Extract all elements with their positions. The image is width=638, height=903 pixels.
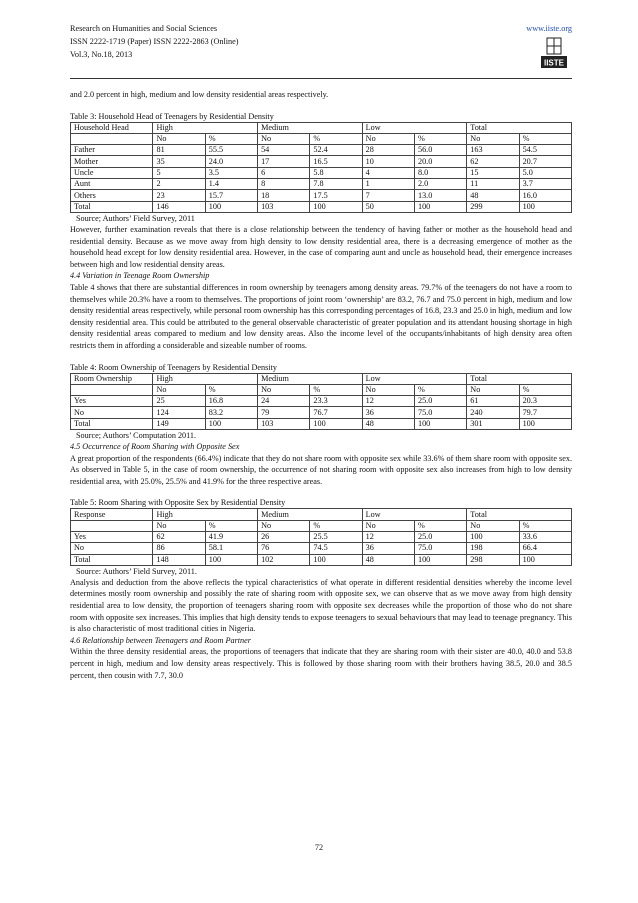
table-row bbox=[71, 418, 572, 429]
table-cell: 28 bbox=[362, 145, 414, 156]
table-subheader-row bbox=[71, 520, 572, 531]
table-cell: 100 bbox=[205, 201, 257, 212]
group-header: Low bbox=[362, 373, 467, 384]
column-header: % bbox=[519, 520, 571, 531]
table-5-block bbox=[70, 497, 572, 576]
table-cell: 66.4 bbox=[519, 543, 571, 554]
column-header: No bbox=[153, 133, 205, 144]
row-label-cell: Total bbox=[71, 554, 153, 565]
row-label-header: Household Head bbox=[71, 122, 153, 133]
journal-issn: ISSN 2222-1719 (Paper) ISSN 2222-2863 (Online) bbox=[70, 37, 239, 46]
table-cell: 20.7 bbox=[519, 156, 571, 167]
column-header: No bbox=[258, 520, 310, 531]
page bbox=[70, 22, 572, 681]
table-3-block bbox=[70, 111, 572, 224]
section-heading-4-6: 4.6 Relationship between Teenagers and Room Partner bbox=[70, 635, 251, 645]
table-cell: 8.0 bbox=[414, 167, 466, 178]
table-header-row bbox=[71, 509, 572, 520]
table-cell: 76 bbox=[258, 543, 310, 554]
table-cell: 100 bbox=[519, 418, 571, 429]
table-cell: 100 bbox=[310, 418, 362, 429]
row-label-header: Room Ownership bbox=[71, 373, 153, 384]
column-header: % bbox=[310, 520, 362, 531]
blank-cell bbox=[71, 520, 153, 531]
table-cell: 198 bbox=[467, 543, 519, 554]
paragraph-room-ownership: Table 4 shows that there are substantial differences in room ownership by teenagers among density areas. 79.7% of the teenagers do not have a room to themselves while 20.3% have a room to themselves. The proportions of joint room ‘ownership’ are 83.2, 76.7 and 75.0 percent in high, medium and low density residential areas respectively, while personal room ownership has this corresponding percentages of 16.8, 23.3 and 25.0 in high, medium and low density residential area. This could be attributed to the general observable characteristic of greater population and its attendant housing shortage in high density residential areas compared to medium and low density areas. Also the income level of the occupants/inhabitants of high density area often restricts them in affording a considerable and sizeable number of rooms. bbox=[70, 282, 572, 350]
table-cell: 299 bbox=[467, 201, 519, 212]
table-cell: 16.0 bbox=[519, 190, 571, 201]
table-cell: 4 bbox=[362, 167, 414, 178]
table-cell: 103 bbox=[258, 201, 310, 212]
table-cell: 48 bbox=[467, 190, 519, 201]
table-cell: 62 bbox=[153, 531, 205, 542]
table-caption: Table 5: Room Sharing with Opposite Sex by Residential Density bbox=[70, 498, 286, 508]
table-cell: 1.4 bbox=[205, 179, 257, 190]
table-cell: 163 bbox=[467, 145, 519, 156]
group-header: Total bbox=[467, 509, 572, 520]
row-label-cell: Yes bbox=[71, 531, 153, 542]
table-cell: 100 bbox=[414, 554, 466, 565]
table-cell: 81 bbox=[153, 145, 205, 156]
table-cell: 5.0 bbox=[519, 167, 571, 178]
table-row bbox=[71, 531, 572, 542]
column-header: No bbox=[362, 133, 414, 144]
column-header: % bbox=[414, 520, 466, 531]
row-label-cell: Yes bbox=[71, 396, 153, 407]
column-header: % bbox=[205, 133, 257, 144]
paragraph-household: However, further examination reveals that there is a close relationship between the tendency of having father or mother as the household head and residential density. Because as we move away from high density to low density residential area, there is a decreasing emergence of mother as the household head except for low density residential area. However, in the case of comparing aunt and uncle as household head, their emergence increases between high and low residential density areas. bbox=[70, 224, 572, 269]
table-cell: 124 bbox=[153, 407, 205, 418]
table-source: Source: Authors’ Field Survey, 2011. bbox=[76, 566, 197, 576]
table-cell: 25.5 bbox=[310, 531, 362, 542]
table-cell: 54.5 bbox=[519, 145, 571, 156]
table-cell: 103 bbox=[258, 418, 310, 429]
data-table bbox=[70, 122, 572, 213]
column-header: % bbox=[414, 133, 466, 144]
table-row bbox=[71, 201, 572, 212]
table-row bbox=[71, 396, 572, 407]
journal-url-link[interactable]: www.iiste.org bbox=[526, 24, 572, 33]
table-cell: 240 bbox=[467, 407, 519, 418]
paragraph-analysis: Analysis and deduction from the above reflects the typical characteristics of what operate in different residential densities whereby the income level determines mostly room ownership and possibly the rate of sharing room with opposite sex, we can observe that as we move away from high density residential area to low density, the proportion of teenagers sharing room with opposite sex decreases while the proportion of those who do not share room with opposite sex increases. This implies that high density tends to expose teenagers to sexual behaviours that may lead to teenage pregnancy. This is also characteristic of most traditional cities in Nigeria. bbox=[70, 577, 572, 634]
table-source: Source; Authors’ Computation 2011. bbox=[76, 430, 197, 440]
iiste-logo bbox=[538, 36, 570, 70]
group-header: Low bbox=[362, 509, 467, 520]
group-header: Low bbox=[362, 122, 467, 133]
table-cell: 2 bbox=[153, 179, 205, 190]
blank-cell bbox=[71, 133, 153, 144]
row-label-header: Response bbox=[71, 509, 153, 520]
intro-line: and 2.0 percent in high, medium and low density residential areas respectively. bbox=[70, 90, 329, 99]
group-header: High bbox=[153, 373, 258, 384]
column-header: % bbox=[310, 384, 362, 395]
column-header: No bbox=[467, 384, 519, 395]
table-cell: 20.0 bbox=[414, 156, 466, 167]
table-row bbox=[71, 554, 572, 565]
table-cell: 24.0 bbox=[205, 156, 257, 167]
row-label-cell: Uncle bbox=[71, 167, 153, 178]
table-cell: 58.1 bbox=[205, 543, 257, 554]
table-cell: 100 bbox=[519, 554, 571, 565]
table-caption: Table 3: Household Head of Teenagers by Residential Density bbox=[70, 111, 274, 121]
column-header: No bbox=[153, 520, 205, 531]
logo-text: IISTE bbox=[543, 58, 565, 68]
column-header: % bbox=[519, 384, 571, 395]
table-cell: 79.7 bbox=[519, 407, 571, 418]
table-cell: 5.8 bbox=[310, 167, 362, 178]
table-cell: 50 bbox=[362, 201, 414, 212]
table-cell: 10 bbox=[362, 156, 414, 167]
group-header: Medium bbox=[258, 122, 363, 133]
column-header: % bbox=[414, 384, 466, 395]
table-cell: 52.4 bbox=[310, 145, 362, 156]
group-header: Medium bbox=[258, 509, 363, 520]
table-cell: 41.9 bbox=[205, 531, 257, 542]
table-cell: 20.3 bbox=[519, 396, 571, 407]
table-4-block bbox=[70, 362, 572, 441]
table-cell: 100 bbox=[467, 531, 519, 542]
row-label-cell: Aunt bbox=[71, 179, 153, 190]
table-cell: 13.0 bbox=[414, 190, 466, 201]
table-cell: 54 bbox=[258, 145, 310, 156]
column-header: No bbox=[258, 384, 310, 395]
table-cell: 12 bbox=[362, 531, 414, 542]
table-subheader-row bbox=[71, 384, 572, 395]
table-cell: 149 bbox=[153, 418, 205, 429]
table-cell: 61 bbox=[467, 396, 519, 407]
group-header: High bbox=[153, 122, 258, 133]
section-heading-4-5: 4.5 Occurrence of Room Sharing with Opposite Sex bbox=[70, 441, 240, 451]
column-header: % bbox=[205, 520, 257, 531]
table-cell: 3.5 bbox=[205, 167, 257, 178]
table-cell: 1 bbox=[362, 179, 414, 190]
table-cell: 74.5 bbox=[310, 543, 362, 554]
table-cell: 100 bbox=[310, 201, 362, 212]
group-header: Medium bbox=[258, 373, 363, 384]
table-cell: 146 bbox=[153, 201, 205, 212]
table-cell: 36 bbox=[362, 407, 414, 418]
table-row bbox=[71, 156, 572, 167]
table-cell: 3.7 bbox=[519, 179, 571, 190]
table-cell: 15.7 bbox=[205, 190, 257, 201]
table-cell: 48 bbox=[362, 554, 414, 565]
table-cell: 55.5 bbox=[205, 145, 257, 156]
row-label-cell: Total bbox=[71, 201, 153, 212]
column-header: No bbox=[153, 384, 205, 395]
table-row bbox=[71, 145, 572, 156]
table-cell: 33.6 bbox=[519, 531, 571, 542]
column-header: No bbox=[467, 520, 519, 531]
table-cell: 26 bbox=[258, 531, 310, 542]
table-header-row bbox=[71, 122, 572, 133]
row-label-cell: Total bbox=[71, 418, 153, 429]
group-header: High bbox=[153, 509, 258, 520]
table-cell: 7.8 bbox=[310, 179, 362, 190]
column-header: No bbox=[362, 384, 414, 395]
table-subheader-row bbox=[71, 133, 572, 144]
table-cell: 25 bbox=[153, 396, 205, 407]
table-row bbox=[71, 179, 572, 190]
table-caption: Table 4: Room Ownership of Teenagers by Residential Density bbox=[70, 362, 277, 372]
table-cell: 100 bbox=[519, 201, 571, 212]
table-cell: 24 bbox=[258, 396, 310, 407]
table-cell: 62 bbox=[467, 156, 519, 167]
table-cell: 8 bbox=[258, 179, 310, 190]
column-header: No bbox=[467, 133, 519, 144]
column-header: % bbox=[310, 133, 362, 144]
page-number: 72 bbox=[314, 843, 324, 852]
table-cell: 2.0 bbox=[414, 179, 466, 190]
table-row bbox=[71, 407, 572, 418]
table-row bbox=[71, 543, 572, 554]
table-cell: 148 bbox=[153, 554, 205, 565]
table-cell: 48 bbox=[362, 418, 414, 429]
table-cell: 102 bbox=[258, 554, 310, 565]
column-header: % bbox=[519, 133, 571, 144]
row-label-cell: No bbox=[71, 407, 153, 418]
table-cell: 76.7 bbox=[310, 407, 362, 418]
table-cell: 25.0 bbox=[414, 396, 466, 407]
table-cell: 18 bbox=[258, 190, 310, 201]
table-cell: 56.0 bbox=[414, 145, 466, 156]
table-cell: 75.0 bbox=[414, 543, 466, 554]
table-cell: 16.5 bbox=[310, 156, 362, 167]
table-cell: 35 bbox=[153, 156, 205, 167]
table-cell: 23.3 bbox=[310, 396, 362, 407]
column-header: No bbox=[258, 133, 310, 144]
table-row bbox=[71, 190, 572, 201]
header-rule bbox=[70, 78, 572, 79]
table-cell: 36 bbox=[362, 543, 414, 554]
table-cell: 100 bbox=[414, 418, 466, 429]
paragraph-room-sharing: A great proportion of the respondents (66.4%) indicate that they do not share room with opposite sex while 33.6% of them share room with opposite sex. As observed in Table 5, in the case of room ownership, the occurrence of not sharing room with opposite sex also increases from high to low density residential area, with 25.0%, 25.5% and 41.9% for the three respective areas. bbox=[70, 453, 572, 486]
data-table bbox=[70, 373, 572, 430]
table-row bbox=[71, 167, 572, 178]
table-cell: 17 bbox=[258, 156, 310, 167]
row-label-cell: Father bbox=[71, 145, 153, 156]
page-header bbox=[70, 22, 572, 76]
blank-cell bbox=[71, 384, 153, 395]
section-heading-4-4: 4.4 Variation in Teenage Room Ownership bbox=[70, 271, 210, 281]
table-cell: 7 bbox=[362, 190, 414, 201]
table-cell: 11 bbox=[467, 179, 519, 190]
group-header: Total bbox=[467, 122, 572, 133]
table-cell: 75.0 bbox=[414, 407, 466, 418]
table-cell: 16.8 bbox=[205, 396, 257, 407]
table-cell: 86 bbox=[153, 543, 205, 554]
table-cell: 100 bbox=[205, 418, 257, 429]
row-label-cell: No bbox=[71, 543, 153, 554]
group-header: Total bbox=[467, 373, 572, 384]
table-cell: 301 bbox=[467, 418, 519, 429]
table-cell: 5 bbox=[153, 167, 205, 178]
journal-volume: Vol.3, No.18, 2013 bbox=[70, 50, 133, 59]
table-cell: 100 bbox=[205, 554, 257, 565]
table-cell: 15 bbox=[467, 167, 519, 178]
row-label-cell: Others bbox=[71, 190, 153, 201]
table-cell: 83.2 bbox=[205, 407, 257, 418]
column-header: % bbox=[205, 384, 257, 395]
table-cell: 298 bbox=[467, 554, 519, 565]
table-cell: 12 bbox=[362, 396, 414, 407]
table-cell: 100 bbox=[414, 201, 466, 212]
data-table bbox=[70, 508, 572, 565]
table-cell: 79 bbox=[258, 407, 310, 418]
column-header: No bbox=[362, 520, 414, 531]
table-cell: 6 bbox=[258, 167, 310, 178]
table-header-row bbox=[71, 373, 572, 384]
journal-name: Research on Humanities and Social Sciences bbox=[70, 24, 218, 33]
paragraph-room-partner: Within the three density residential areas, the proportions of teenagers that indicate that they are sharing room with their sister are 40.0, 40.0 and 53.8 percent in high, medium and low density areas respectively. This is followed by those sharing room with their brothers having 38.5, 20.0 and 38.5 percent, then cousin with 7.7, 30.0 bbox=[70, 647, 572, 680]
row-label-cell: Mother bbox=[71, 156, 153, 167]
table-cell: 100 bbox=[310, 554, 362, 565]
table-cell: 17.5 bbox=[310, 190, 362, 201]
table-cell: 25.0 bbox=[414, 531, 466, 542]
table-cell: 23 bbox=[153, 190, 205, 201]
table-source: Source; Authors’ Field Survey, 2011 bbox=[76, 213, 195, 223]
